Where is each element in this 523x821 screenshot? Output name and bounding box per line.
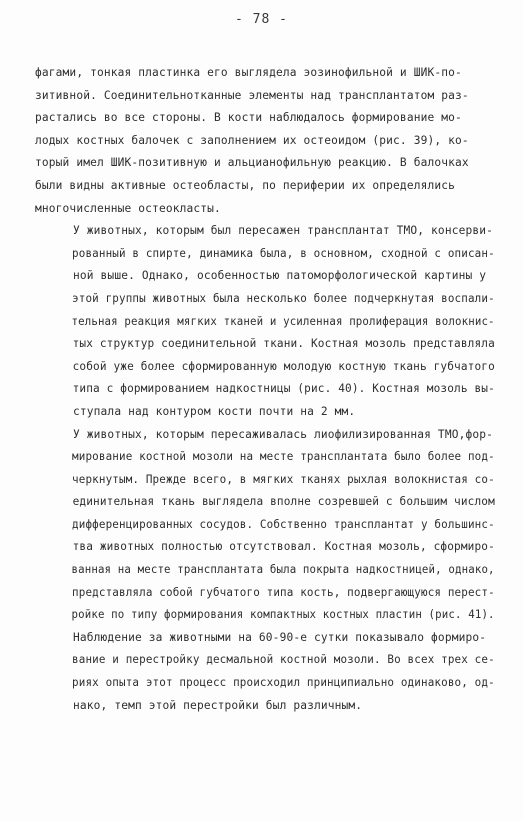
paragraph <box>35 627 495 717</box>
paragraph <box>35 424 495 627</box>
text-line: ройке по типу формирования компактных костных пластин (рис. 41). <box>71 608 495 622</box>
text-line: были видны активные остеобласты, по периферии их определялись <box>35 178 456 192</box>
text-line: торый имел ШИК-позитивную и альцианофильную реакцию. В балочках <box>35 156 469 170</box>
text-line: лодых костных балочек с заполнением их остеоидом (рис. 39), ко- <box>35 133 469 147</box>
text-line: тва животных полностью отсутствовал. Костная мозоль, сформиро- <box>72 540 495 554</box>
text-line: типа с формированием надкостницы (рис. 40). Костная мозоль вы- <box>72 382 495 396</box>
text-line: представляла собой губчатого типа кость, подвергающуюся перест- <box>72 585 495 599</box>
body-text <box>35 62 495 717</box>
text-line: дифференцированных сосудов. Собственно трансплантат у большинс- <box>72 517 495 531</box>
text-line: черкнутым. Прежде всего, в мягких тканях рыхлая волокнистая со- <box>72 472 495 486</box>
text-line: У животных, которым был пересажен трансплантат ТМО, консерви- <box>73 224 494 238</box>
text-line: единительная ткань выглядела вполне созревшей с большим числом <box>72 495 495 509</box>
text-line: зитивной. Соединительнотканные элементы над трансплантатом раз- <box>35 88 469 102</box>
text-line: тых структур соединительной ткани. Костная мозоль представляла <box>72 337 495 351</box>
text-line: фагами, тонкая пластинка его выглядела эозинофильной и ШИК-по- <box>35 66 462 79</box>
text-line: растались во все стороны. В кости наблюдалось формирование мо- <box>35 111 462 125</box>
text-line: риях опыта этот процесс происходил принципиально одинаково, од- <box>72 676 495 690</box>
paragraph <box>35 62 495 220</box>
paragraph <box>35 220 495 423</box>
text-line: нако, темп этой перестройки был различным. <box>73 698 363 712</box>
text-line: вание и перестройку десмальной костной мозоли. Во всех трех се- <box>72 653 495 667</box>
text-line: У животных, которым пересаживалась лиофилизированная ТМО,фор- <box>73 427 494 441</box>
text-line: многочисленные остеокласты. <box>35 201 221 215</box>
page-number: - 78 - <box>235 12 288 27</box>
text-line: этой группы животных была несколько более подчеркнутая воспали- <box>72 291 495 305</box>
text-line: Наблюдение за животными на 60-90-е сутки показывало формиро- <box>73 630 487 644</box>
text-line: ванная на месте трансплантата была покрыта надкостницей, однако, <box>71 563 495 577</box>
text-line: тельная реакция мягких тканей и усиленная пролиферация волокнис- <box>71 314 495 328</box>
text-line: мирование костной мозоли на месте трансплантата было более под- <box>72 450 495 464</box>
text-line: рованный в спирте, динамика была, в основном, сходной с описан- <box>72 246 495 260</box>
text-line: ной выше. Однако, особенностью патоморфологической картины у <box>73 269 487 283</box>
text-line: ступала над контуром кости почти на 2 мм. <box>73 404 356 418</box>
text-line: собой уже более сформированную молодую костную ткань губчатого <box>72 359 495 373</box>
